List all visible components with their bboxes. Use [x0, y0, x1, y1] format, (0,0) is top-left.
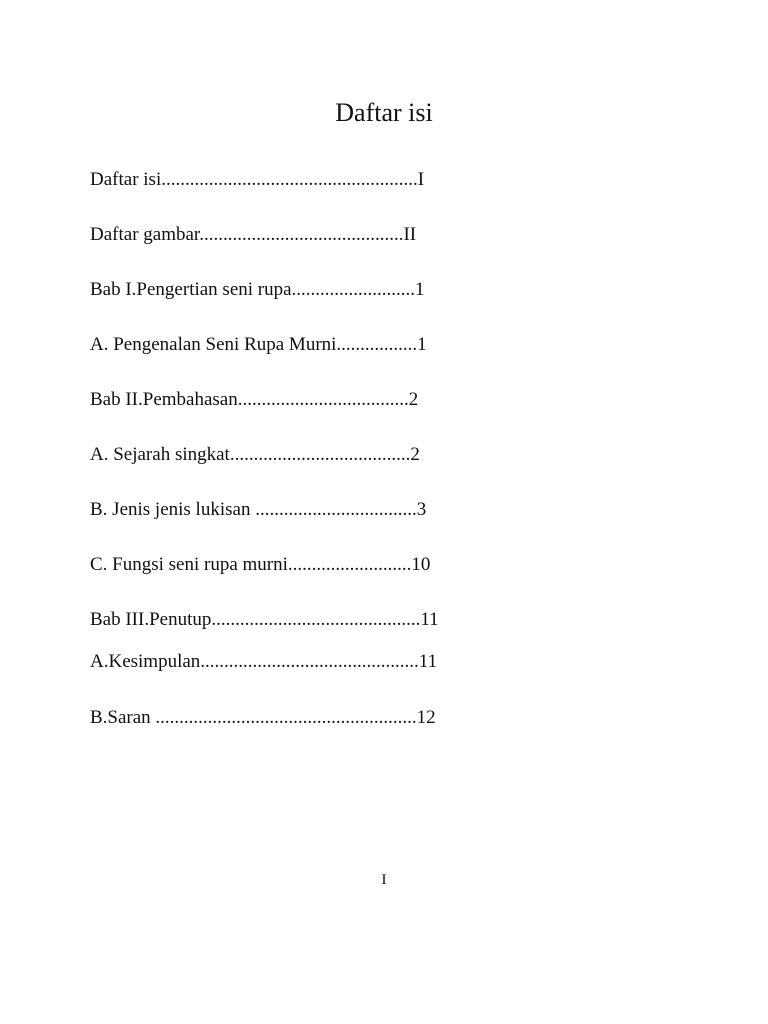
toc-entry-daftar-gambar: Daftar gambar...........................................II	[90, 224, 417, 245]
toc-entry-bab-2-b: B. Jenis jenis lukisan ..................................3	[90, 499, 427, 520]
page-title: Daftar isi	[335, 98, 433, 127]
page-number: I	[381, 872, 387, 888]
toc-entry-bab-3-b: B.Saran .......................................................12	[90, 707, 436, 728]
toc-entry-bab-1: Bab I.Pengertian seni rupa..........................1	[90, 279, 425, 300]
toc-entry-bab-1-a: A. Pengenalan Seni Rupa Murni.................1	[90, 334, 427, 355]
toc-entry-bab-2-c: C. Fungsi seni rupa murni..........................10	[90, 554, 431, 575]
toc-entry-bab-2-a: A. Sejarah singkat......................................2	[90, 444, 420, 465]
toc-entry-bab-3: Bab III.Penutup............................................11	[90, 609, 439, 630]
toc-entry-bab-3-a: A.Kesimpulan..............................................11	[90, 651, 438, 672]
toc-entry-bab-2: Bab II.Pembahasan....................................2	[90, 389, 419, 410]
toc-entry-daftar-isi: Daftar isi......................................................I	[90, 169, 425, 190]
